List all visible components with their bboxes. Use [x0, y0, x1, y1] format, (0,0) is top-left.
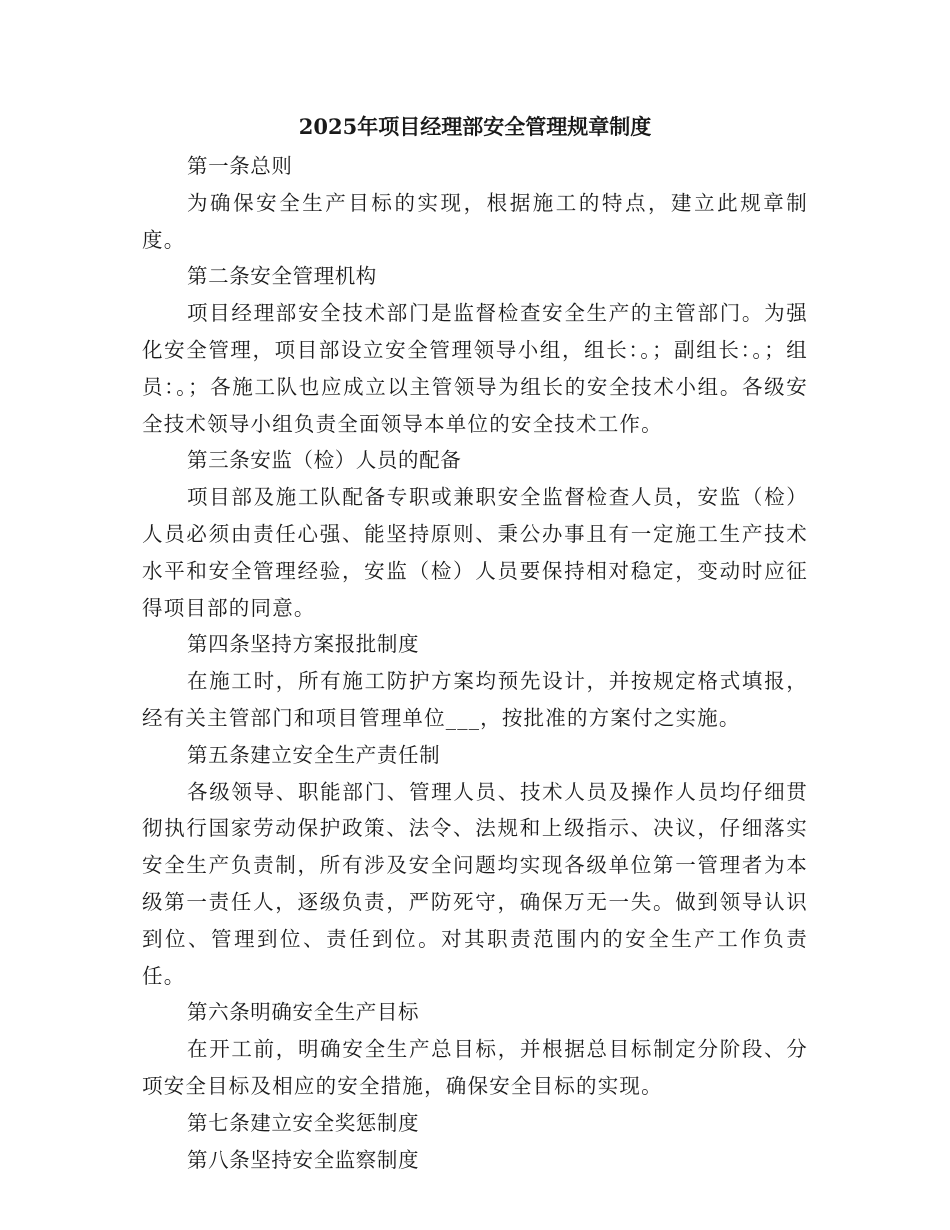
article-3-text: 项目部及施工队配备专职或兼职安全监督检查人员，安监（检）人员必须由责任心强、能坚持原则、秉公办事且有一定施工生产技术水平和安全管理经验，安监（检）人员要保持相对稳定，变动时应征得项目部的同意。 [142, 485, 808, 620]
article-1-text: 为确保安全生产目标的实现，根据施工的特点，建立此规章制度。 [142, 190, 808, 252]
article-8-heading: 第八条坚持安全监察制度 [187, 1147, 420, 1172]
article-1-heading: 第一条总则 [187, 154, 293, 178]
document-body [142, 148, 808, 1178]
article-6-heading: 第六条明确安全生产目标 [187, 1000, 420, 1025]
article-5-heading: 第五条建立安全生产责任制 [187, 742, 441, 767]
article-3-heading: 第三条安监（检）人员的配备 [187, 448, 462, 473]
article-5-text: 各级领导、职能部门、管理人员、技术人员及操作人员均仔细贯彻执行国家劳动保护政策、法令、法规和上级指示、决议，仔细落实安全生产负责制，所有涉及安全问题均实现各级单位第一管理者为本级第一责任人，逐级负责，严防死守，确保万无一失。做到领导认识到位、管理到位、责任到位。对其职责范围内的安全生产工作负责任。 [142, 779, 808, 988]
article-2-heading: 第二条安全管理机构 [187, 264, 377, 289]
article-4-heading: 第四条坚持方案报批制度 [187, 632, 420, 657]
article-4-text: 在施工时，所有施工防护方案均预先设计，并按规定格式填报，经有关主管部门和项目管理单位___，按批准的方案付之实施。 [142, 669, 808, 730]
article-6-text: 在开工前，明确安全生产总目标，并根据总目标制定分阶段、分项安全目标及相应的安全措施，确保安全目标的实现。 [142, 1037, 808, 1098]
article-2-text: 项目经理部安全技术部门是监督检查安全生产的主管部门。为强化安全管理，项目部设立安全管理领导小组，组长：。；副组长：。；组员：。；各施工队也应成立以主管领导为组长的安全技术小组。各级安全技术领导小组负责全面领导本单位的安全技术工作。 [142, 301, 808, 436]
article-7-heading: 第七条建立安全奖惩制度 [187, 1110, 420, 1135]
document-title: 2025年项目经理部安全管理规章制度 [298, 114, 652, 139]
